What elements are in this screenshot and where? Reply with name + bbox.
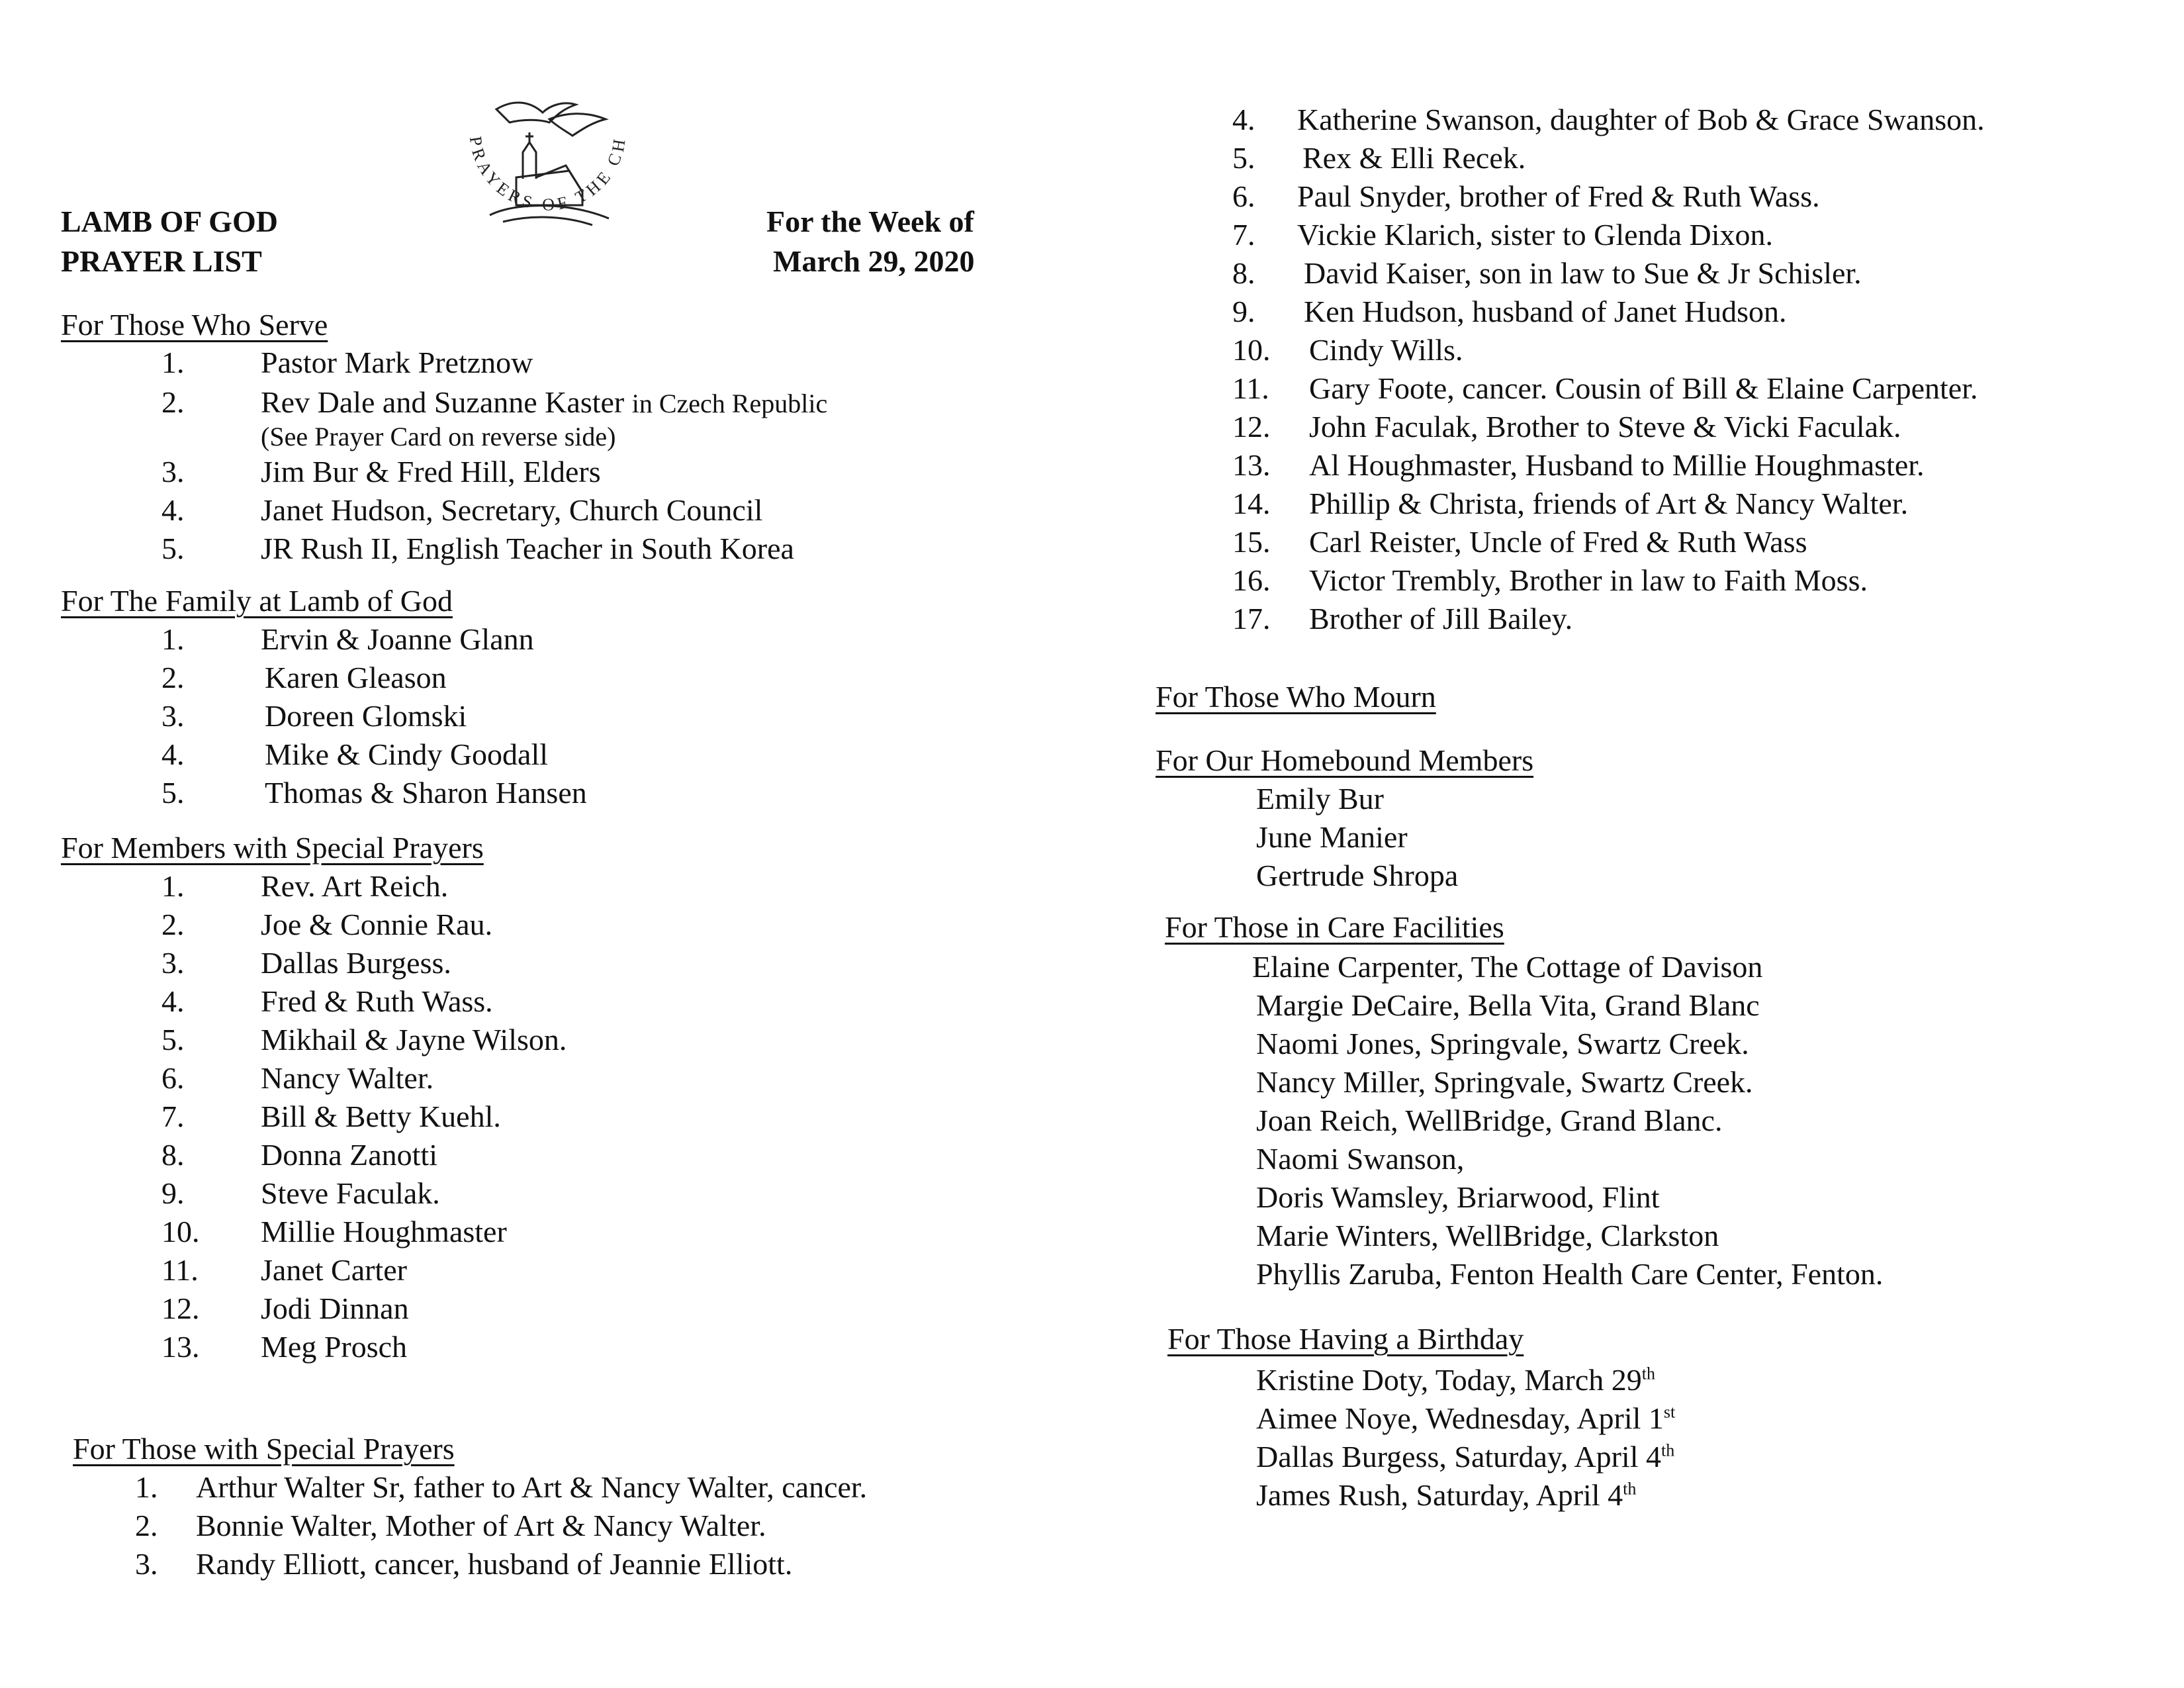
list-item: Dallas Burgess, Saturday, April 4th (1256, 1440, 1675, 1474)
list-item: Elaine Carpenter, The Cottage of Davison (1252, 950, 1763, 984)
week-label: For the Week of (766, 205, 974, 238)
document-title-line1: LAMB OF GOD (61, 205, 278, 238)
church-dove-icon (450, 93, 642, 252)
list-item: June Manier (1256, 820, 1408, 854)
section-heading-homebound: For Our Homebound Members (1156, 743, 1534, 777)
church-dove-logo (450, 93, 642, 252)
list-item: Nancy Miller, Springvale, Swartz Creek. (1256, 1065, 1753, 1099)
list-item: Naomi Swanson, (1256, 1142, 1465, 1176)
list-item: Phyllis Zaruba, Fenton Health Care Center, Fenton. (1256, 1257, 1884, 1291)
list-item: James Rush, Saturday, April 4th (1256, 1478, 1637, 1512)
section-heading-members: For Members with Special Prayers (61, 831, 484, 865)
document-page: LAMB OF GOD PRAYER LIST For the Week of March 29, 2020 PRAYERS OF THE CH For Those Who Serve 1. Pastor Mark Pretznow 2. Rev Dale and Suzanne Kaster in Czech Republic (See Prayer Card on reverse side) 3. Jim Bur & Fred Hill, Elders 4. Janet Hudson, Secretary, Church Council 5. JR Rush II, English Teacher in South Korea For The Family at Lamb of God 1. Ervin & Joanne Glann 2. Karen Gleason 3. Doreen Glomski 4. Mike & Cindy Goodall 5. Thomas & Sharon Hansen For Members with Special Prayers 1. Rev. Art Reich. 2. Joe & Connie Rau. 3. Dallas Burgess. 4. Fred & Ruth Wass. 5. Mikhail & Jayne Wilson. 6. Nancy Walter. 7. Bill & Betty Kuehl. 8. Donna Zanotti 9. Steve Faculak. 10. Millie Houghmaster 11. Janet Carter 12. Jodi Dinnan 13. Meg Prosch For Those with Special Prayers 1. Arthur Walter Sr, father to Art & Nancy Walter, cancer. 2. Bonnie Walter, Mother of Art & Nancy Walter. 3. Randy Elliott, cancer, husband of Jeannie Elliott. 4. Katherine Swanson, daughter of Bob & Grace Swanson. 5. Rex & Elli Recek. 6. Paul Snyder, brother of Fred & Ruth Wass. 7. Vickie Klarich, sister to Glenda Dixon. 8. David Kaiser, son in law to Sue & Jr Schisler. 9. Ken Hudson, husband of Janet Hudson. 10. Cindy Wills. 11. Gary Foote, cancer. Cousin of Bill & Elaine Carpenter. 12. John Faculak, Brother to Steve & Vicki Faculak. 13. Al Houghmaster, Husband to Millie Houghmaster. 14. Phillip & Christa, friends of Art & Nancy Walter. 15. Carl Reister, Uncle of Fred & Ruth Wass 16. Victor Trembly, Brother in law to Faith Moss. 17. Brother of Jill Bailey. For Those Who Mourn For Our Homebound Members Emily Bur June Manier Gertrude Shropa For Those in Care Facilities Elaine Carpenter, The Cottage of Davison Margie DeCaire, Bella Vita, Grand Blanc Naomi Jones, Springvale, Swartz Creek. Nancy Miller, Springvale, Swartz Creek. Joan Reich, WellBridge, Grand Blanc. Naomi Swanson, Doris Wamsley, Briarwood, Flint Marie Winters, WellBridge, Clarkston Phyllis Zaruba, Fenton Health Care Center, Fenton. For Those Having a Birthday Kristine Doty, Today, March 29th Aimee Noye, Wednesday, April 1st Dallas Burgess, Saturday, April 4th James Rush, Saturday, April 4th (0, 0, 2184, 1688)
section-heading-care: For Those in Care Facilities (1165, 910, 1504, 944)
document-title-line2: PRAYER LIST (61, 244, 262, 278)
list-item: Doris Wamsley, Briarwood, Flint (1256, 1180, 1660, 1214)
section-heading-special: For Those with Special Prayers (73, 1432, 455, 1466)
list-item: Gertrude Shropa (1256, 859, 1459, 892)
section-heading-serve: For Those Who Serve (61, 308, 328, 342)
list-item-note: (See Prayer Card on reverse side) (261, 422, 616, 451)
list-item: Joan Reich, WellBridge, Grand Blanc. (1256, 1103, 1723, 1137)
section-heading-mourn: For Those Who Mourn (1156, 680, 1436, 714)
list-item: Marie Winters, WellBridge, Clarkston (1256, 1219, 1719, 1252)
list-item: Aimee Noye, Wednesday, April 1st (1256, 1401, 1676, 1435)
logo-circular-text: PRAYERS OF THE CH (465, 134, 630, 214)
section-heading-family: For The Family at Lamb of God (61, 584, 453, 618)
list-item: Margie DeCaire, Bella Vita, Grand Blanc (1256, 988, 1760, 1022)
section-heading-birthday: For Those Having a Birthday (1167, 1322, 1524, 1356)
list-item: Emily Bur (1256, 782, 1384, 816)
list-item: Kristine Doty, Today, March 29th (1256, 1363, 1655, 1397)
week-date: March 29, 2020 (773, 244, 975, 278)
list-item: Naomi Jones, Springvale, Swartz Creek. (1256, 1027, 1749, 1060)
